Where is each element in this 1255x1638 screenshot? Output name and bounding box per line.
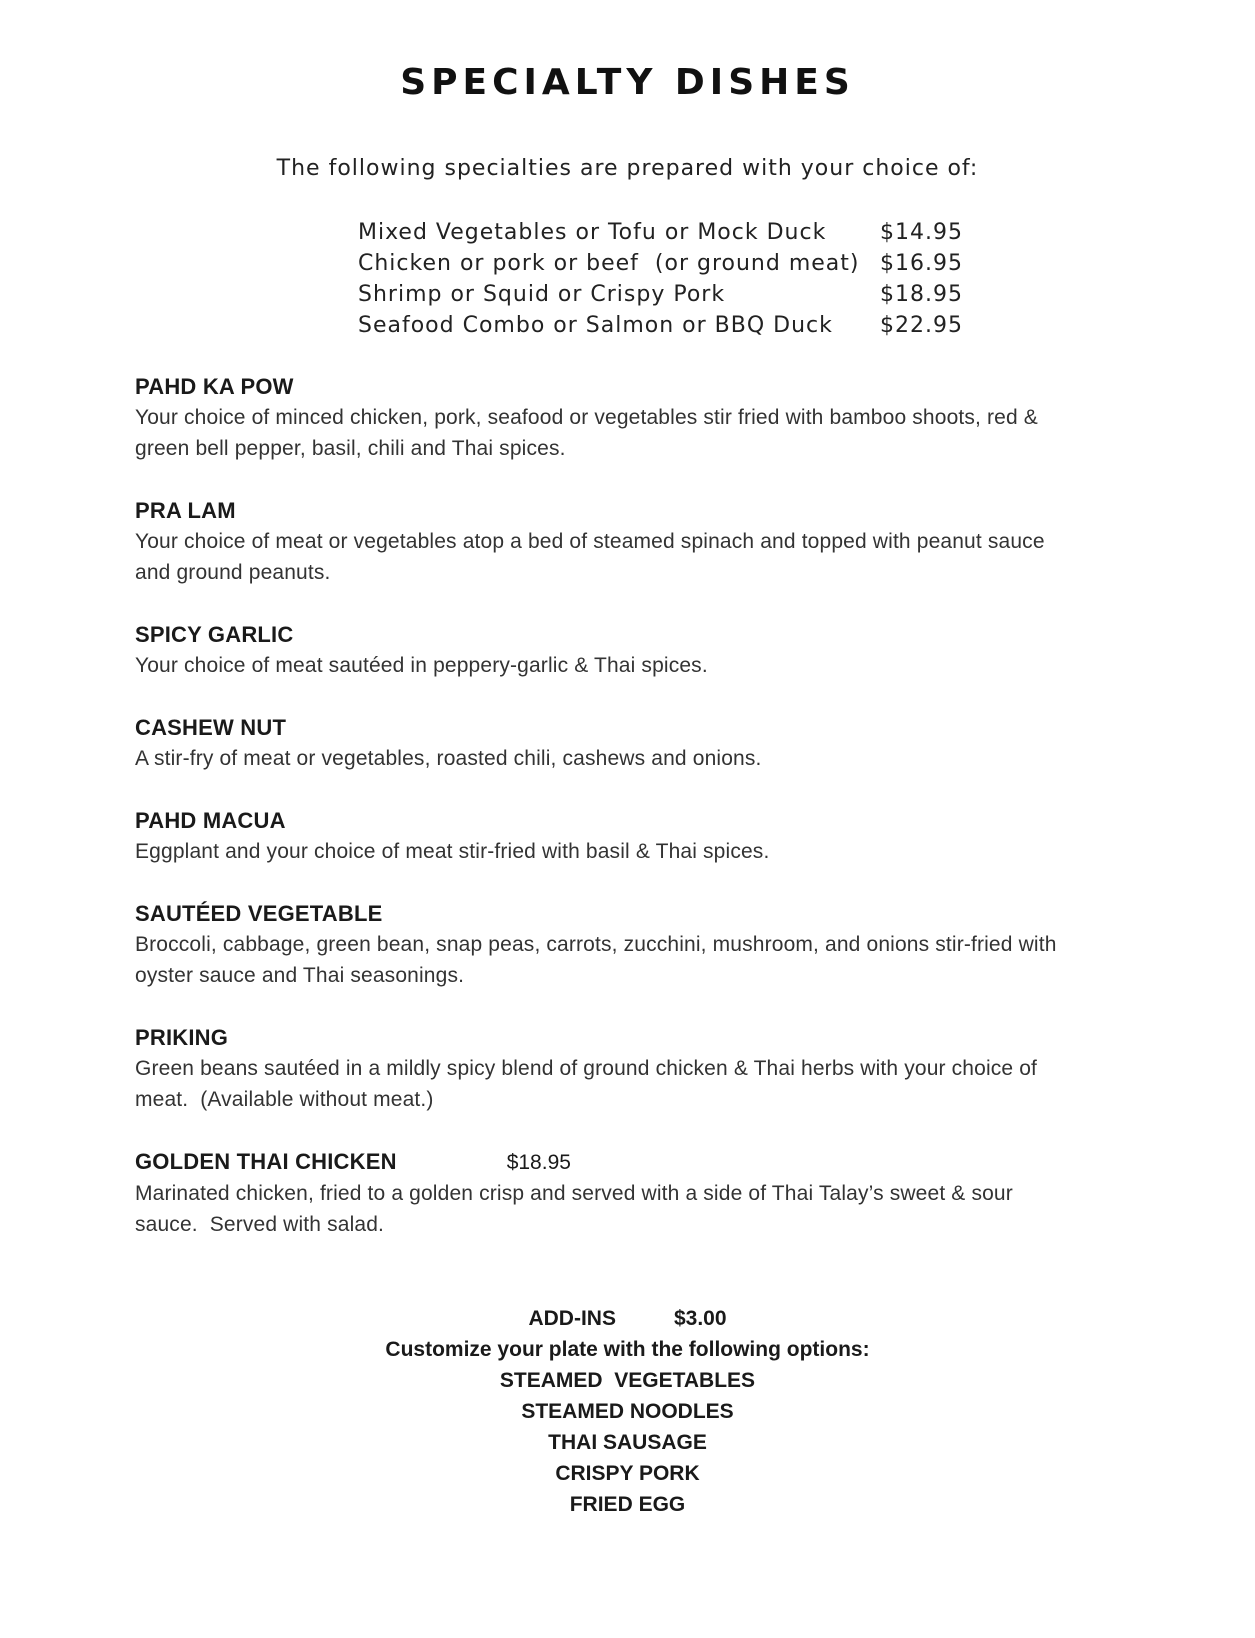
- addins-heading: [0, 1303, 1255, 1334]
- dish-description-line: oyster sauce and Thai seasonings.: [135, 964, 465, 987]
- dish-description-line: and ground peanuts.: [135, 561, 331, 584]
- price-option: Seafood Combo or Salmon or BBQ Duck: [358, 313, 833, 338]
- price-row: [358, 310, 963, 341]
- intro-text: The following specialties are prepared with your choice of:: [276, 156, 979, 181]
- dish-header: [135, 371, 1135, 402]
- price-row: [358, 279, 963, 310]
- price-amount: $16.95: [880, 251, 963, 276]
- dish-item: [135, 1022, 1135, 1115]
- dish-name: GOLDEN THAI CHICKEN: [135, 1149, 397, 1174]
- dish-header: [135, 495, 1135, 526]
- price-option: Shrimp or Squid or Crispy Pork: [358, 282, 726, 307]
- dish-item: [135, 495, 1135, 588]
- dish-item: [135, 619, 1135, 681]
- addins-option: CRISPY PORK: [555, 1462, 700, 1485]
- price-amount: $18.95: [880, 282, 963, 307]
- dish-description-line: sauce. Served with salad.: [135, 1213, 385, 1236]
- addins-option: FRIED EGG: [569, 1493, 686, 1516]
- dish-description-line: Your choice of minced chicken, pork, seafood or vegetables stir fried with bamboo shoots, red &: [135, 406, 1038, 429]
- dish-item: [135, 1146, 1135, 1240]
- dish-name: SPICY GARLIC: [135, 622, 294, 647]
- dish-description-line: Green beans sautéed in a mildly spicy blend of ground chicken & Thai herbs with your choice of: [135, 1057, 1038, 1080]
- price-option: Chicken or pork or beef (or ground meat): [358, 251, 860, 276]
- dish-header: [135, 1146, 1135, 1178]
- addins-section: [0, 1303, 1255, 1520]
- dish-header: [135, 1022, 1135, 1053]
- page-title: SPECIALTY DISHES: [400, 62, 855, 103]
- dish-description-line: green bell pepper, basil, chili and Thai spices.: [135, 437, 566, 460]
- price-option: Mixed Vegetables or Tofu or Mock Duck: [358, 220, 827, 245]
- dish-header: [135, 712, 1135, 743]
- dish-item: [135, 712, 1135, 774]
- dish-header: [135, 898, 1135, 929]
- price-row: [358, 248, 963, 279]
- dish-header: [135, 805, 1135, 836]
- dish-item: [135, 371, 1135, 464]
- dish-description-line: Your choice of meat sautéed in peppery-garlic & Thai spices.: [135, 654, 708, 677]
- addins-option: STEAMED VEGETABLES: [499, 1369, 756, 1392]
- dish-list: [135, 371, 1135, 1271]
- price-row: [358, 217, 963, 248]
- addins-option: THAI SAUSAGE: [548, 1431, 707, 1454]
- dish-name: PAHD MACUA: [135, 808, 286, 833]
- price-table: [358, 217, 963, 341]
- addins-price: $3.00: [673, 1307, 727, 1330]
- dish-price: $18.95: [506, 1151, 571, 1174]
- addins-subtitle: Customize your plate with the following options:: [385, 1338, 870, 1361]
- dish-description-line: meat. (Available without meat.): [135, 1088, 434, 1111]
- price-amount: $22.95: [880, 313, 963, 338]
- dish-name: PRA LAM: [135, 498, 236, 523]
- addins-label: ADD-INS: [528, 1307, 616, 1330]
- dish-description-line: A stir-fry of meat or vegetables, roasted chili, cashews and onions.: [135, 747, 762, 770]
- dish-item: [135, 898, 1135, 991]
- dish-header: [135, 619, 1135, 650]
- dish-name: CASHEW NUT: [135, 715, 287, 740]
- dish-description-line: Marinated chicken, fried to a golden crisp and served with a side of Thai Talay’s sweet & sour: [135, 1182, 1013, 1205]
- dish-name: SAUTÉED VEGETABLE: [135, 901, 383, 926]
- dish-description-line: Broccoli, cabbage, green bean, snap peas, carrots, zucchini, mushroom, and onions stir-fried with: [135, 933, 1057, 956]
- dish-description-line: Your choice of meat or vegetables atop a bed of steamed spinach and topped with peanut sauce: [135, 530, 1045, 553]
- dish-description-line: Eggplant and your choice of meat stir-fried with basil & Thai spices.: [135, 840, 770, 863]
- price-amount: $14.95: [880, 220, 963, 245]
- dish-name: PAHD KA POW: [135, 374, 294, 399]
- dish-name: PRIKING: [135, 1025, 229, 1050]
- addins-option: STEAMED NOODLES: [521, 1400, 734, 1423]
- dish-item: [135, 805, 1135, 867]
